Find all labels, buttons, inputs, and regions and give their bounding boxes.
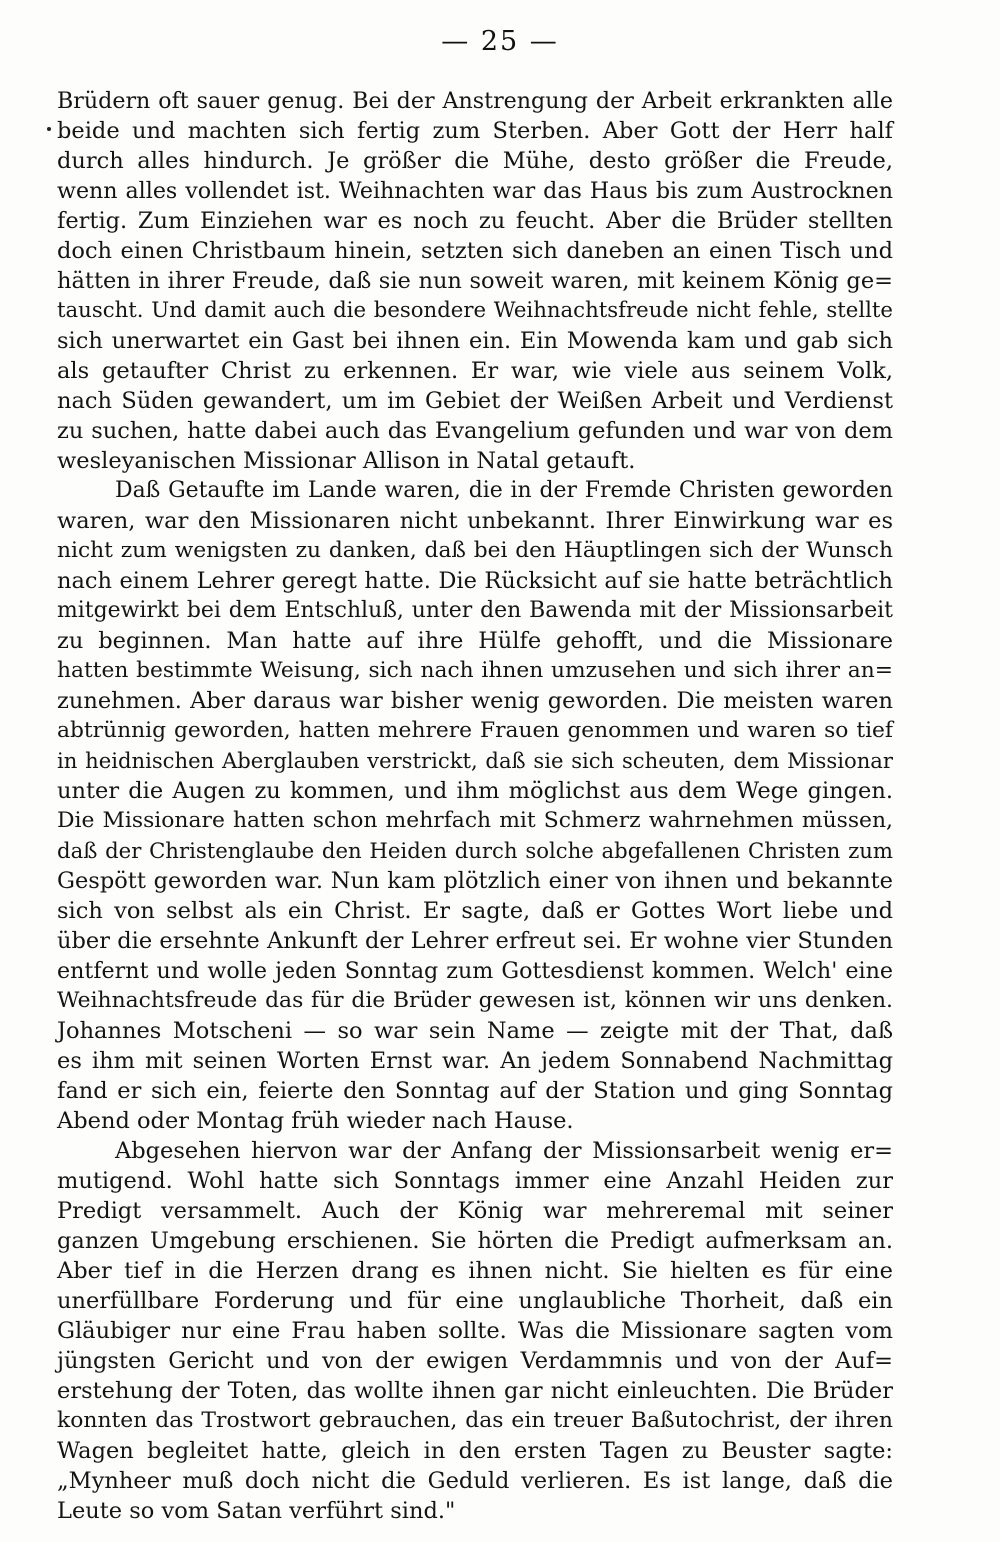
text-line: tauscht. Und damit auch die besondere Weihnachtsfreude nicht fehle, stellte [57, 298, 893, 323]
text-line: „Mynheer muß doch nicht die Geduld verlieren. Es ist lange, daß die [57, 1468, 893, 1494]
text-line: daß der Christenglaube den Heiden durch solche abgefallenen Christen zum [57, 838, 893, 863]
text-line: nach einem Lehrer geregt hatte. Die Rücksicht auf sie hatte beträchtlich [57, 568, 893, 594]
ink-speck [47, 127, 51, 131]
text-line: ganzen Umgebung erschienen. Sie hörten die Predigt aufmerksam an. [57, 1228, 893, 1254]
text-line: in heidnischen Aberglauben verstrickt, daß sie sich scheuten, dem Missionar [57, 748, 893, 773]
text-line: Weihnachtsfreude das für die Brüder gewesen ist, können wir uns denken. [57, 988, 893, 1013]
body-text [57, 86, 893, 1526]
text-line: Die Missionare hatten schon mehrfach mit Schmerz wahrnehmen müssen, [57, 808, 893, 833]
text-line: zu beginnen. Man hatte auf ihre Hülfe gehofft, und die Missionare [57, 628, 893, 654]
text-line: Gläubiger nur eine Frau haben sollte. Was die Missionare sagten vom [57, 1318, 893, 1344]
text-line: wesleyanischen Missionar Allison in Natal getauft. [57, 448, 636, 474]
text-line: mitgewirkt bei dem Entschluß, unter den Bawenda mit der Missionsarbeit [57, 598, 893, 623]
text-line: waren, war den Missionaren nicht unbekannt. Ihrer Einwirkung war es [57, 508, 893, 534]
text-line: nicht zum wenigsten zu danken, daß bei den Häuptlingen sich der Wunsch [57, 538, 893, 563]
text-line: Johannes Motscheni — so war sein Name — zeigte mit der That, daß [57, 1018, 893, 1044]
text-line: zu suchen, hatte dabei auch das Evangelium gefunden und war von dem [57, 418, 893, 444]
text-line: beide und machten sich fertig zum Sterben. Aber Gott der Herr half [57, 118, 893, 144]
text-line: erstehung der Toten, das wollte ihnen gar nicht einleuchten. Die Brüder [57, 1378, 893, 1404]
text-line: doch einen Christbaum hinein, setzten sich daneben an einen Tisch und [57, 238, 893, 264]
text-line: entfernt und wolle jeden Sonntag zum Gottesdienst kommen. Welch' eine [57, 958, 893, 984]
text-line: als getaufter Christ zu erkennen. Er war, wie viele aus seinem Volk, [57, 358, 893, 384]
text-line: Predigt versammelt. Auch der König war mehreremal mit seiner [57, 1198, 893, 1224]
text-line: über die ersehnte Ankunft der Lehrer erfreut sei. Er wohne vier Stunden [57, 928, 893, 954]
text-line: Wagen begleitet hatte, gleich in den ersten Tagen zu Beuster sagte: [57, 1438, 893, 1464]
text-line: sich von selbst als ein Christ. Er sagte, daß er Gottes Wort liebe und [57, 898, 893, 924]
text-line: konnten das Trostwort gebrauchen, das ein treuer Baßutochrist, der ihren [57, 1408, 893, 1433]
text-line: Abend oder Montag früh wieder nach Hause. [57, 1108, 574, 1134]
text-line: Brüdern oft sauer genug. Bei der Anstrengung der Arbeit erkrankten alle [57, 88, 893, 114]
text-line: fertig. Zum Einziehen war es noch zu feucht. Aber die Brüder stellten [57, 208, 893, 234]
text-line: sich unerwartet ein Gast bei ihnen ein. Ein Mowenda kam und gab sich [57, 328, 893, 354]
text-line: jüngsten Gericht und von der ewigen Verdammnis und von der Auf= [57, 1348, 893, 1374]
text-line: durch alles hindurch. Je größer die Mühe, desto größer die Freude, [57, 148, 893, 174]
text-line: wenn alles vollendet ist. Weihnachten war das Haus bis zum Austrocknen [57, 178, 893, 204]
page-number: — 25 — [441, 26, 559, 57]
text-line: mutigend. Wohl hatte sich Sonntags immer eine Anzahl Heiden zur [57, 1168, 893, 1194]
text-line: nach Süden gewandert, um im Gebiet der Weißen Arbeit und Verdienst [57, 388, 893, 414]
text-line: unter die Augen zu kommen, und ihm möglichst aus dem Wege gingen. [57, 778, 893, 804]
text-line: Daß Getaufte im Lande waren, die in der Fremde Christen geworden [115, 478, 893, 503]
text-line: hatten bestimmte Weisung, sich nach ihnen umzusehen und sich ihrer an= [57, 658, 893, 683]
text-line: Leute so vom Satan verführt sind." [57, 1498, 456, 1524]
text-line: Abgesehen hiervon war der Anfang der Missionsarbeit wenig er= [115, 1138, 893, 1164]
text-line: Aber tief in die Herzen drang es ihnen nicht. Sie hielten es für eine [57, 1258, 893, 1284]
text-line: Gespött geworden war. Nun kam plötzlich einer von ihnen und bekannte [57, 868, 893, 894]
text-line: hätten in ihrer Freude, daß sie nun soweit waren, mit keinem König ge= [57, 268, 893, 294]
text-line: abtrünnig geworden, hatten mehrere Frauen genommen und waren so tief [57, 718, 893, 743]
text-line: es ihm mit seinen Worten Ernst war. An jedem Sonnabend Nachmittag [57, 1048, 893, 1074]
text-line: zunehmen. Aber daraus war bisher wenig geworden. Die meisten waren [57, 688, 893, 714]
text-line: fand er sich ein, feierte den Sonntag auf der Station und ging Sonntag [57, 1078, 893, 1104]
text-line: unerfüllbare Forderung und für eine unglaubliche Thorheit, daß ein [57, 1288, 893, 1314]
